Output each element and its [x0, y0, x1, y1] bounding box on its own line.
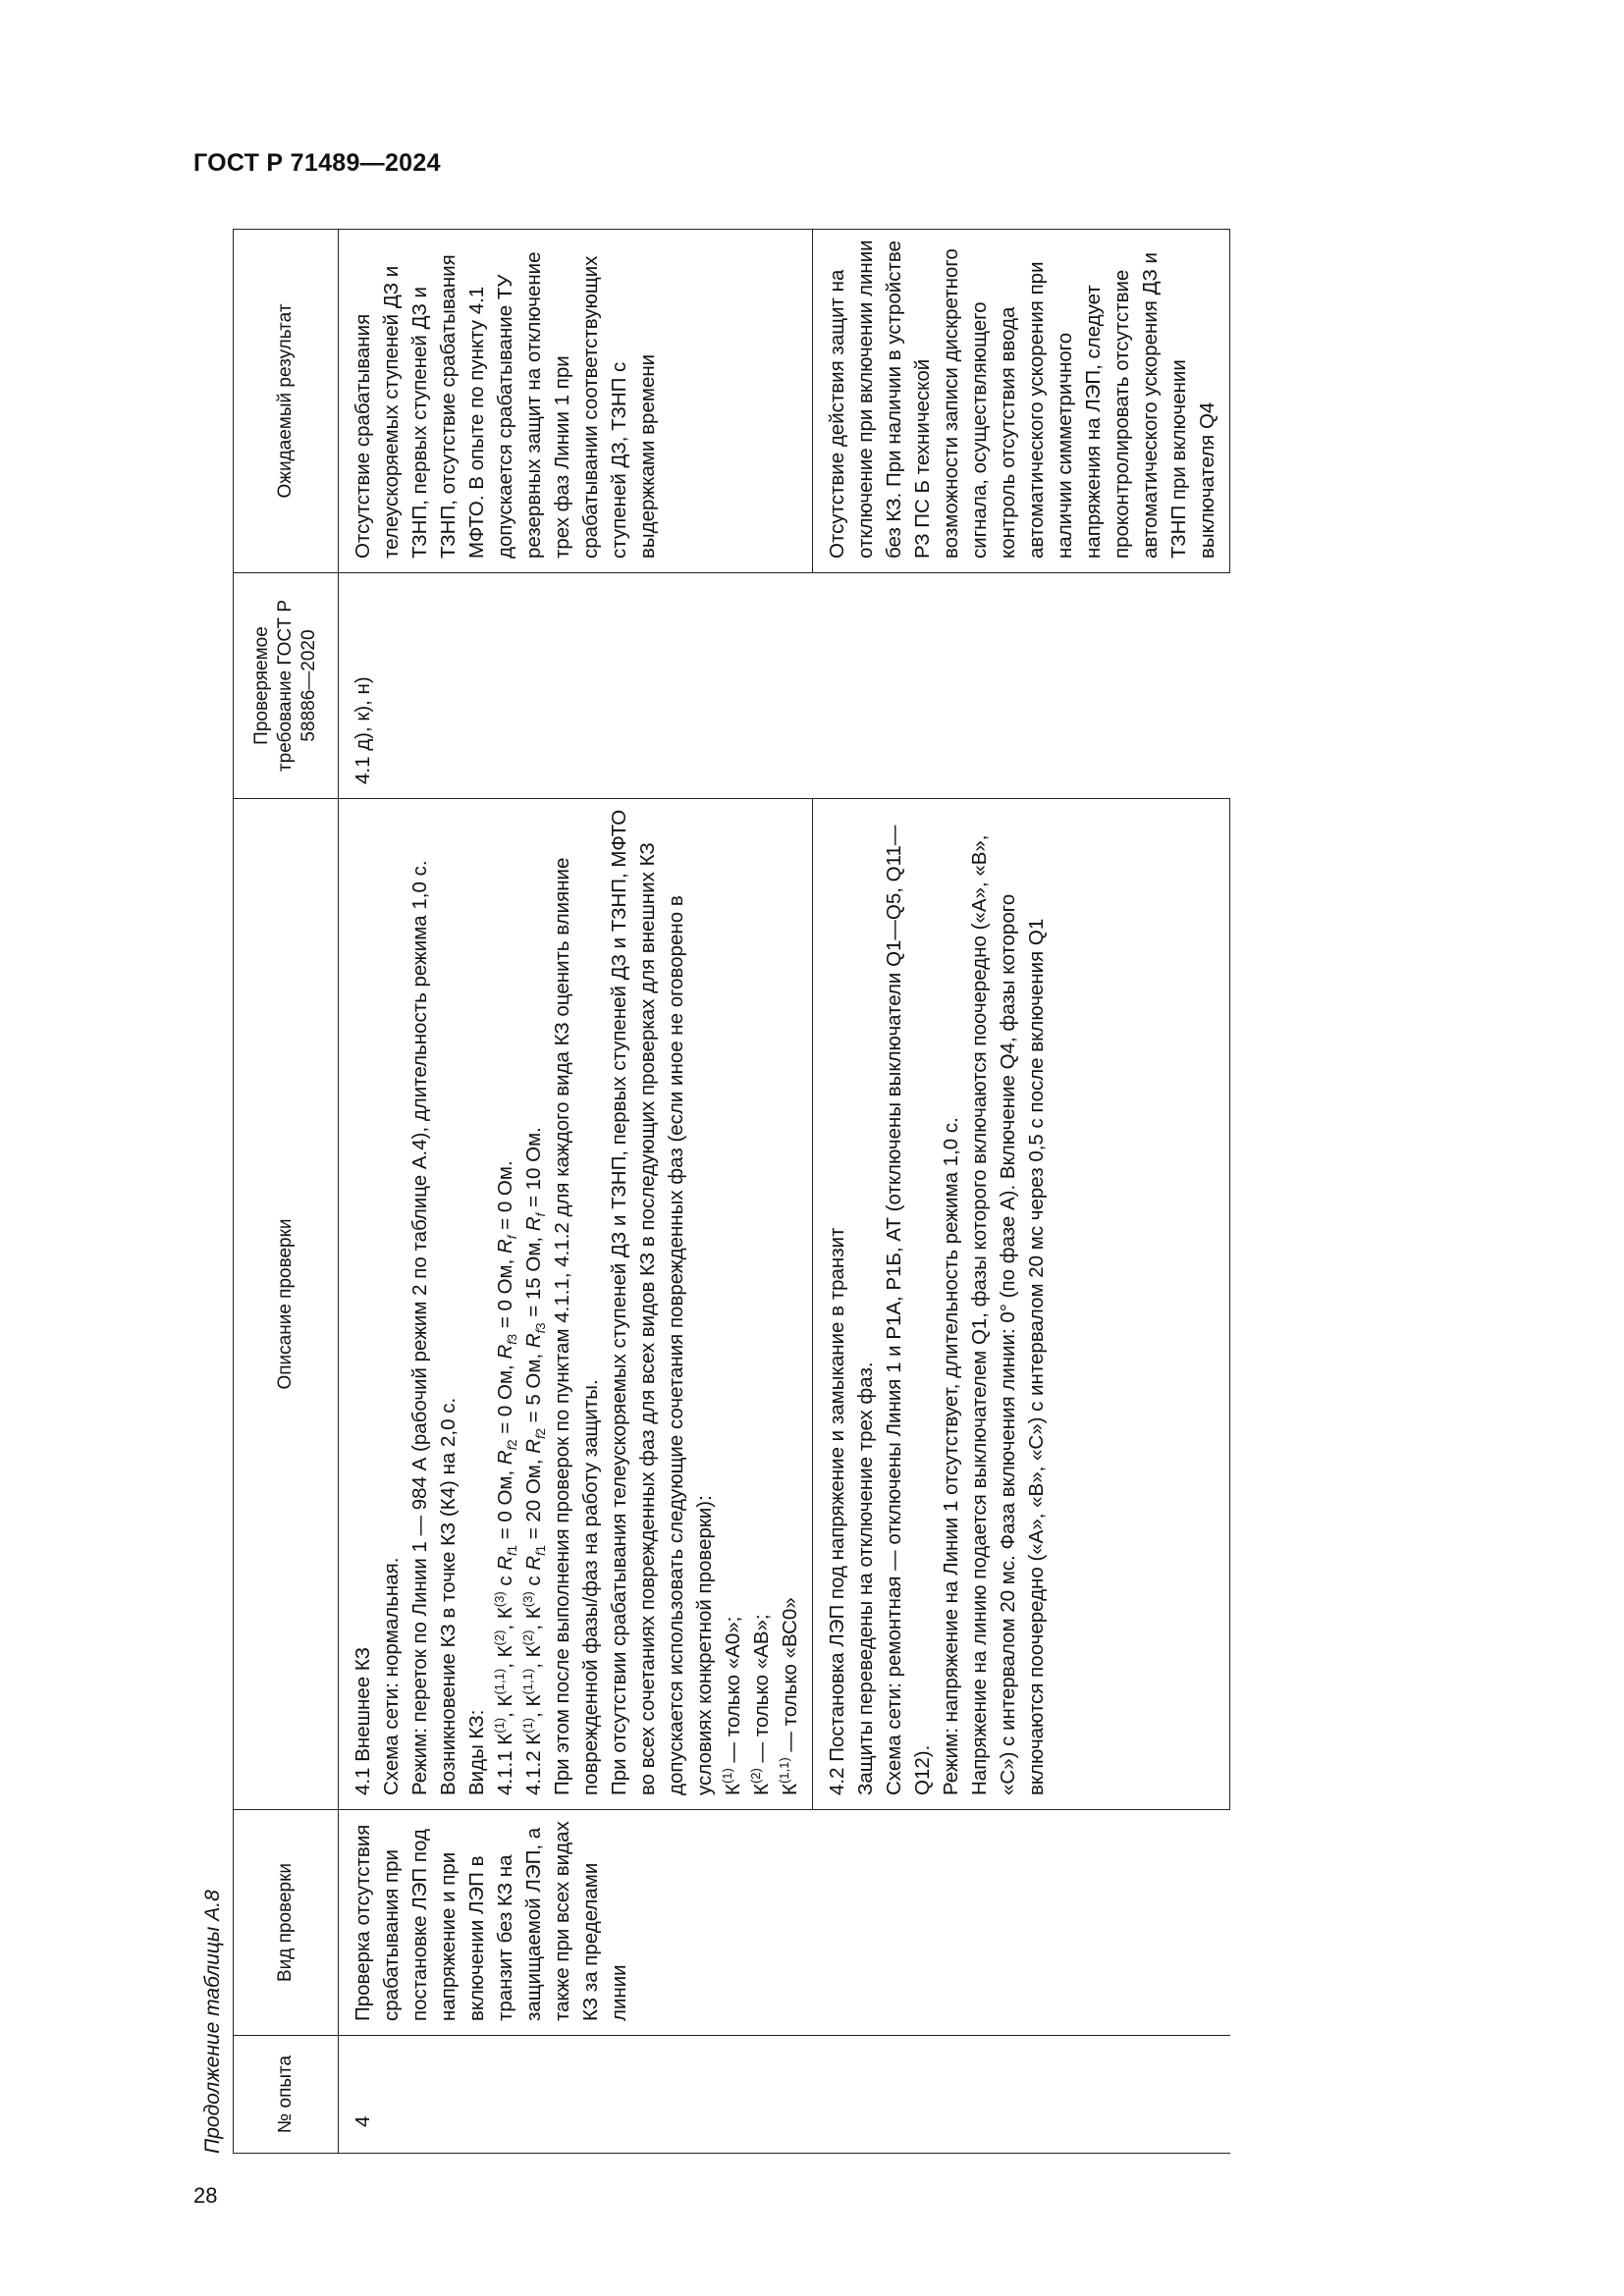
desc-line: $К^{(1)}$ — только «А0»; — [720, 1616, 744, 1795]
test-table — [233, 229, 1230, 2154]
col-header-number: № опыта — [234, 2036, 339, 2154]
test-description-4-1 — [339, 799, 813, 1810]
col-header-requirement: Проверяемое требование ГОСТ Р 58886—2020 — [234, 573, 339, 799]
desc-line: К$^{(1,1)}$ — только «ВС0» — [777, 1597, 801, 1795]
desc-line-fault-params-1: 4.1.1 $К^{(1)}$, К$^{(1,1)}$, $К^{(2)}$, $К^{(3)}$ с $R_{f1} = 0$ Ом, $R_{f2} = 0$ Ом, $R_{f3} = 0$ Ом, $R_f = 0$ Ом. — [492, 1160, 520, 1795]
col-header-type: Вид проверки — [234, 1810, 339, 2036]
desc-line: Режим: напряжение на Линии 1 отсутствует, длительность режима 1,0 с. — [940, 1117, 962, 1795]
test-description-4-2 — [813, 799, 1230, 1810]
table-row — [339, 230, 813, 2154]
desc-line: При этом после выполнения проверок по пунктам 4.1.1, 4.1.2 для каждого вида КЗ оценить влияние поврежденной фазы/фаз на работу защиты. — [551, 857, 602, 1795]
test-requirement: 4.1 д), к), н) — [339, 573, 1230, 799]
desc-line: Напряжение на линию подается выключателем Q1, фазы которого включаются поочередно («А», «В», «С») с интервалом 20 мс. Фаза включения линии: 0° (по фазе А). Включение Q4, фазы которого включаются поочередно («А», «В», «С») с интервалом 20 мс через 0,5 с после включения Q1 — [968, 834, 1048, 1795]
test-result-4-2: Отсутствие действия защит на отключение при включении линии без КЗ. При наличии в устройстве РЗ ПС Б технической возможности записи дискретного сигнала, осуществляющего контроль отсутствия ввода автоматического ускорения при наличии симметричного напряжения на ЛЭП, следует проконтролировать отсутствие автоматического ускорения ДЗ и ТЗНП при включении выключателя Q4 — [813, 230, 1230, 573]
test-result-4-1: Отсутствие срабатывания телеускоряемых ступеней ДЗ и ТЗНП, первых ступеней ДЗ и ТЗНП, отсутствие срабатывания МФТО. В опыте по пункту 4.1 допускается срабатывание ТУ резервных защит на отключение трех фаз Линии 1 при срабатывании соответствующих ступеней ДЗ, ТЗНП с выдержками времени — [339, 230, 813, 573]
desc-line: Виды КЗ: — [465, 1709, 488, 1795]
desc-line: Схема сети: ремонтная — отключены Линия 1 и Р1А, Р1Б, АТ (отключены выключатели Q1—Q5, Q11—Q12). — [883, 825, 934, 1795]
desc-line: Защиты переведены на отключение трех фаз. — [854, 1362, 877, 1795]
test-type: Проверка отсутствия срабатывания при постановке ЛЭП под напряжение и при включении ЛЭП в транзит без КЗ на защищаемой ЛЭП, а также при всех видах КЗ за пределами линии — [339, 1810, 1230, 2036]
col-header-result: Ожидаемый результат — [234, 230, 339, 573]
desc-line-fault-params-2: 4.1.2 $К^{(1)}$, К$^{(1,1)}$, $К^{(2)}$, $К^{(3)}$ с $R_{f1} = 20$ Ом, $R_{f2} = 5$ Ом, $R_{f3} = 15$ Ом, $R_f = 10$ Ом. — [520, 1127, 549, 1795]
document-header: ГОСТ Р 71489—2024 — [193, 149, 441, 177]
page-number: 28 — [193, 2183, 218, 2208]
desc-line: Схема сети: нормальная. — [380, 1557, 403, 1795]
desc-line: 4.1 Внешнее КЗ — [352, 1647, 374, 1795]
desc-line: Возникновение КЗ в точке КЗ (К4) на 2,0 с. — [437, 1397, 460, 1795]
col-header-description: Описание проверки — [234, 799, 339, 1810]
desc-line: 4.2 Постановка ЛЭП под напряжение и замыкание в транзит — [826, 1227, 848, 1795]
desc-line: $К^{(2)}$ — только «АВ»; — [748, 1614, 773, 1795]
test-number: 4 — [339, 2036, 1230, 2154]
table-header-row — [234, 230, 339, 2154]
desc-line: Режим: переток по Линии 1 — 984 А (рабочий режим 2 по таблице А.4), длительность режима 1,0 с. — [408, 860, 431, 1795]
rotated-table-area — [193, 230, 1421, 2154]
table-caption: Продолжение таблицы А.8 — [201, 1890, 224, 2154]
desc-line: При отсутствии срабатывания телеускоряемых ступеней ДЗ и ТЗНП, первых ступеней ДЗ и ТЗНП, МФТО во всех сочетаниях поврежденных фаз для всех видов КЗ в последующих проверках для внешних КЗ допускается использовать следующие сочетания поврежденных фаз (если иное не оговорено в условиях конкретной проверки): — [608, 809, 716, 1795]
